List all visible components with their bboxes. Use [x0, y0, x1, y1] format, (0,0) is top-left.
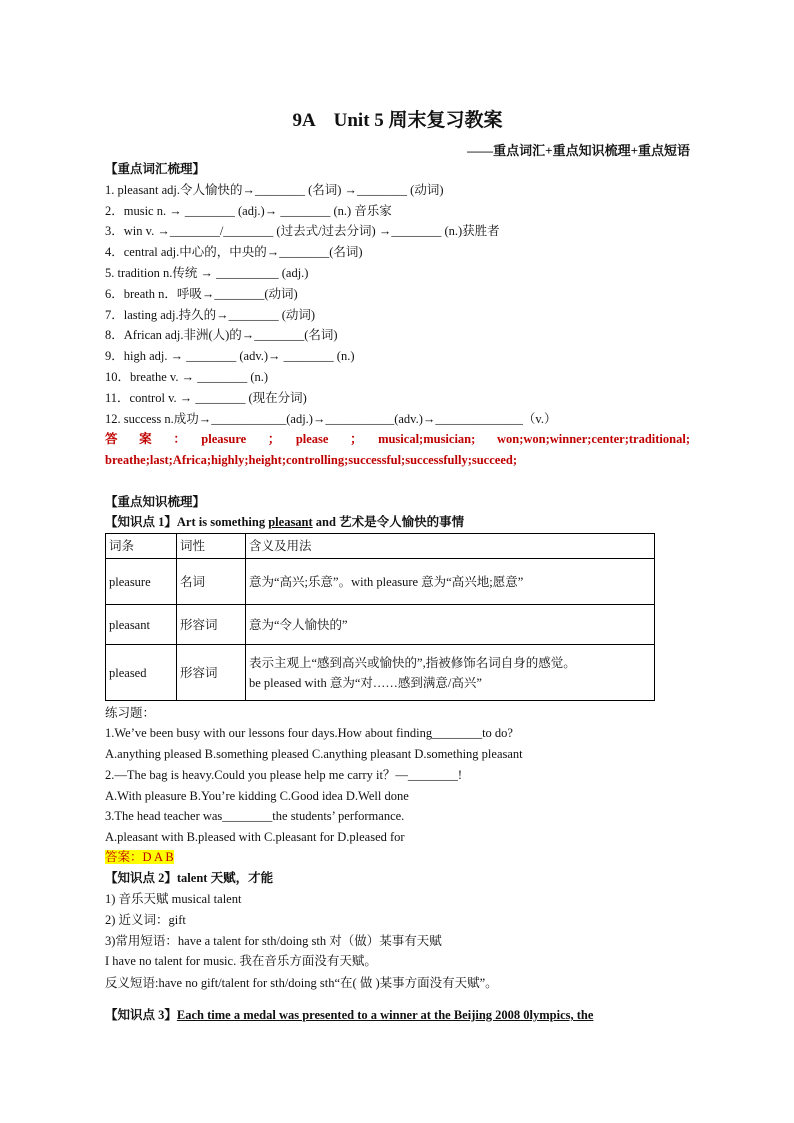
- exercise-line: A.anything pleased B.something pleased C.anything pleasant D.something pleasant: [105, 747, 523, 761]
- exercise-line: A.pleasant with B.pleased with C.pleasant for D.pleased for: [105, 830, 405, 844]
- table-cell-meaning: 意为“令人愉快的”: [246, 605, 655, 645]
- kp2-line: 3)常用短语：have a talent for sth/doing sth 对（做）某事有天赋: [105, 934, 442, 948]
- kp2-line: 1) 音乐天赋 musical talent: [105, 892, 242, 906]
- vocab-heading: 【重点词汇梳理】: [105, 162, 206, 176]
- table-cell-pos: 形容词: [177, 605, 246, 645]
- exercise-label: 练习题：: [105, 706, 156, 720]
- exercise-answer-text: 答案：D A B: [105, 850, 174, 864]
- word-table: [105, 533, 655, 701]
- table-cell-word: pleased: [106, 645, 177, 701]
- table-cell-meaning: 意为“高兴;乐意”。with pleasure 意为“高兴地;愿意”: [246, 559, 655, 605]
- kp2-title: [105, 869, 273, 887]
- table-row: [106, 645, 655, 701]
- exercise-line: A.With pleasure B.You’re kidding C.Good idea D.Well done: [105, 789, 409, 803]
- table-row: [106, 559, 655, 605]
- table-cell-pos: 名词: [177, 559, 246, 605]
- kp2-prefix: 【知识点 2】: [105, 871, 177, 885]
- kp2-line: 反义短语:have no gift/talent for sth/doing sth“在( 做 )某事方面没有天赋”。: [105, 976, 498, 990]
- vocab-item: 2．music n. → ________ (adj.)→ ________ (n.) 音乐家: [105, 204, 392, 218]
- table-header: 词性: [177, 534, 246, 559]
- kp2-line: I have no talent for music. 我在音乐方面没有天赋。: [105, 954, 377, 968]
- vocab-answers: 答 案 ： pleasure ； please ； musical;musician; won;won;winner;center;traditional; breathe;last;Africa;highly;height;controlling;successful;successfully;succeed;: [105, 432, 690, 467]
- kp3-title: [105, 1006, 593, 1024]
- kp1-text-underlined: pleasant: [268, 515, 313, 529]
- kp3-text: Each time a medal was presented to a winner at the Beijing 2008 0lympics, the: [176, 1008, 594, 1022]
- kp2-line: 2) 近义词：gift: [105, 913, 186, 927]
- table-header-row: [106, 534, 655, 559]
- table-cell-meaning-line1: 表示主观上“感到高兴或愉快的”,指被修饰名词自身的感觉。: [249, 655, 576, 670]
- kp1-text-a: Art is something: [176, 515, 269, 529]
- table-cell-word: pleasant: [106, 605, 177, 645]
- table-row: [106, 605, 655, 645]
- vocab-item: 7．lasting adj.持久的→________ (动词): [105, 308, 316, 322]
- vocab-item: 9．high adj. → ________ (adv.)→ ________ (n.): [105, 349, 355, 363]
- kp-heading: 【重点知识梳理】: [105, 495, 206, 509]
- exercise-line: 3.The head teacher was________the students’ performance.: [105, 809, 405, 823]
- kp1-prefix: 【知识点 1】: [105, 515, 177, 529]
- table-header: 含义及用法: [246, 534, 655, 559]
- vocab-item: 12. success n.成功→____________(adj.)→___________(adv.)→______________（v.）: [105, 412, 557, 426]
- vocab-item: 8．African adj.非洲(人)的→________(名词): [105, 328, 338, 342]
- table-cell-meaning-line2: be pleased with 意为“对……感到满意/高兴”: [249, 675, 482, 690]
- vocab-item: 3．win v. →________/________ (过去式/过去分词) →________ (n.)获胜者: [105, 224, 500, 238]
- exercise-answer: [105, 848, 174, 866]
- exercise-line: 1.We’ve been busy with our lessons four days.How about finding________to do?: [105, 726, 513, 740]
- table-header: 词条: [106, 534, 177, 559]
- vocab-item: 6．breath n．呼吸→________(动词): [105, 287, 298, 301]
- vocab-item: 1. pleasant adj.令人愉快的→________ (名词) →________ (动词): [105, 183, 444, 197]
- vocab-item: 5. tradition n.传统 → __________ (adj.): [105, 266, 309, 280]
- table-cell-pos: 形容词: [177, 645, 246, 701]
- page-subtitle: ——重点词汇+重点知识梳理+重点短语: [467, 143, 690, 158]
- kp1-text-b: and 艺术是令人愉快的事情: [312, 515, 465, 529]
- kp2-title-text: talent 天赋，才能: [176, 871, 274, 885]
- vocab-item: 11．control v. → ________ (现在分词): [105, 391, 307, 405]
- page-title: 9A Unit 5 周末复习教案: [292, 110, 503, 131]
- kp1-title: [105, 513, 464, 531]
- exercise-line: 2.—The bag is heavy.Could you please help me carry it？—________!: [105, 768, 463, 782]
- vocab-item: 10．breathe v. → ________ (n.): [105, 370, 269, 384]
- table-cell-word: pleasure: [106, 559, 177, 605]
- vocab-item: 4．central adj.中心的，中央的→________(名词): [105, 245, 363, 259]
- kp3-prefix: 【知识点 3】: [105, 1008, 177, 1022]
- table-cell-meaning: [246, 645, 655, 701]
